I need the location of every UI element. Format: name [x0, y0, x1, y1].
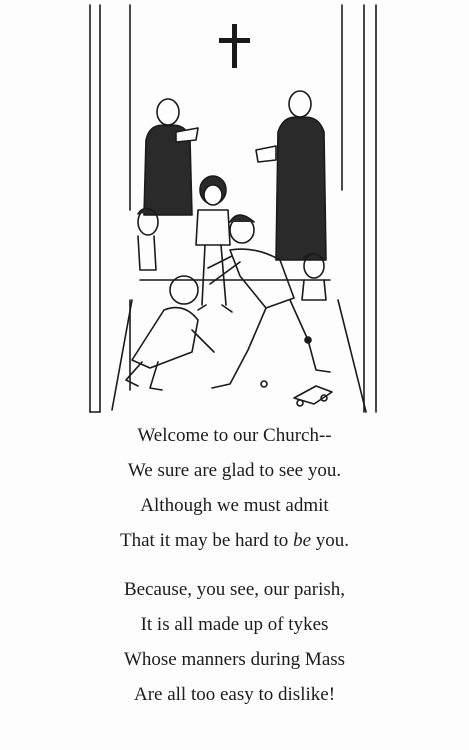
- poem-line: Are all too easy to dislike!: [133, 684, 336, 705]
- cross-icon: [219, 24, 250, 68]
- priest-left: [144, 99, 198, 215]
- poem-line: We sure are glad to see you.: [127, 460, 342, 481]
- toy-ball: [305, 337, 311, 343]
- poem-line: Welcome to our Church--: [137, 425, 332, 446]
- girl-standing: [196, 176, 232, 312]
- poem-line-part: That it may be hard to: [120, 530, 294, 551]
- child-peeking-left: [138, 208, 158, 270]
- priest-right: [256, 91, 326, 260]
- poem-line: Because, you see, our parish,: [123, 579, 346, 600]
- girl-crawling: [126, 276, 214, 390]
- right-door-frame: [338, 5, 376, 412]
- poem-line-emphasis: be: [293, 530, 311, 551]
- poem-stanza-2: [0, 572, 469, 712]
- toy-car: [294, 386, 332, 406]
- toy-marble: [261, 381, 267, 387]
- poem-line: Whose manners during Mass: [123, 649, 346, 670]
- poem-stanza-1: [0, 418, 469, 558]
- left-door-frame: [90, 5, 130, 412]
- poem-line-part: you.: [311, 530, 349, 551]
- poem: [0, 418, 469, 712]
- poem-line: It is all made up of tykes: [140, 614, 329, 635]
- church-doorway-illustration: [80, 0, 390, 420]
- poem-line: Although we must admit: [140, 495, 329, 516]
- poem-line: [0, 523, 469, 558]
